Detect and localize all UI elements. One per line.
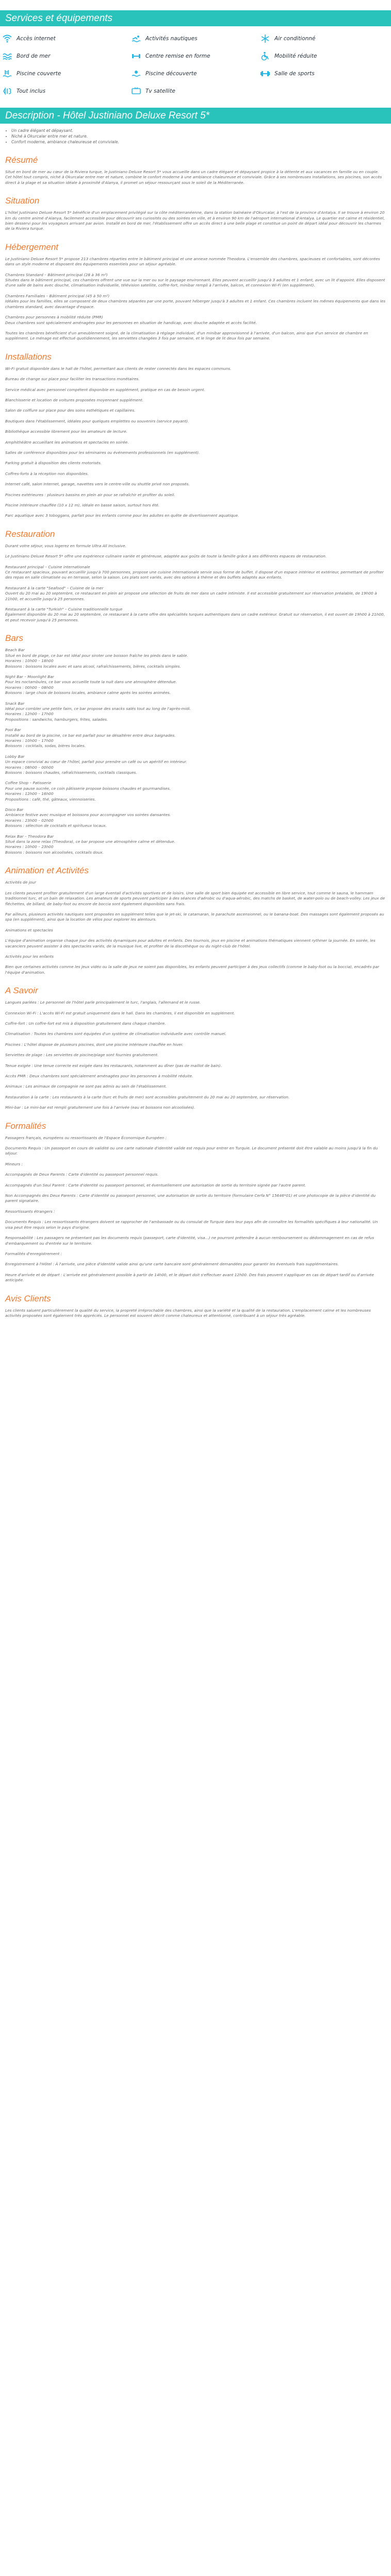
section-paragraph: Chambres Familiales – Bâtiment principal (45 à 50 m²) Idéales pour les familles, elles se composent de deux chambres séparées par une porte, pouvant héberger jusqu'à 3 adultes et 1 enfant. Ces chambres incluent les mêmes équipements que dans les chambres standard, avec davantage d'espace.: [5, 293, 386, 309]
service-label: Piscine découverte: [145, 71, 197, 77]
section-paragraph: Service médical avec personnel compétent disponible en supplément, pratique en cas de besoin urgent.: [5, 387, 205, 392]
description-bullet: • Confort moderne, ambiance chaleureuse et conviviale.: [11, 139, 391, 145]
section-paragraph: Lobby Bar Un espace convivial au cœur de l'hôtel, parfait pour prendre un café ou un apéritif en intérieur. Horaires : 08h00 – 00h00 Boissons : boissons chaudes, rafraîchissements, cocktails classiques.: [5, 754, 187, 775]
section-paragraph: Climatisation : Toutes les chambres sont équipées d'un système de climatisation individuelle avec contrôle manuel.: [5, 1031, 226, 1037]
sun-pool-icon: [131, 69, 141, 79]
services-title: Services et équipements: [0, 10, 391, 26]
section-paragraph: Disco Bar Ambiance festive avec musique et boissons pour accompagner vos soirées dansantes. Horaires : 23h00 – 02h00 Boissons : sélection de cocktails et spiritueux locaux.: [5, 807, 171, 828]
service-label: Tv satellite: [145, 88, 175, 94]
section-paragraph: Les clients saluent particulièrement la qualité du service, la propreté irréprochable des chambres, ainsi que la variété et la qualité de la restauration. L'emplacement calme et les nombreuses activités proposées sont également très appréciés. Le personnel est souvent décrit comme chaleureux et attentionné, contribuant à un séjour très agréable.: [5, 1308, 371, 1318]
service-label: Tout inclus: [17, 88, 46, 94]
section-title: Avis Clients: [5, 1293, 51, 1303]
service-item: [2, 69, 131, 79]
section-paragraph: Passagers français, européens ou ressortissants de l'Espace Économique Européen :: [5, 1135, 167, 1140]
section-paragraph: L'équipe d'animation organise chaque jour des activités dynamiques pour adultes et enfants. Des tournois, jeux en piscine et animations thématiques viennent rythmer la journée. En soirée, les vacanciers peuvent assister à des spectacles variés, de la musique live, et profiter de la discothèque ou du night-club de l'hôtel.: [5, 938, 376, 948]
section-paragraph: Amphithéâtre accueillant les animations et spectacles en soirée.: [5, 439, 129, 445]
section-paragraph: Chambres Standard – Bâtiment principal (28 à 36 m²) Situées dans le bâtiment principal, ces chambres offrent une vue sur la mer ou sur le paysage environnant. Elles peuvent accueillir jusqu'à 3 adultes et 1 enfant, avec un lit d'appoint. Elles disposent d'une salle de bains avec douche, climatisation individuelle, télévision satellite, coffre-fort, minibar rempli à l'arrivée, balcon, et connexion Wi-Fi (en supplément).: [5, 272, 385, 288]
section-paragraph: Bibliothèque accessible librement pour les amateurs de lecture.: [5, 429, 127, 434]
section-paragraph: Accompagnés d'un Seul Parent : Carte d'identité ou passeport personnel, et éventuellement une autorisation de sortie du territoire signée par l'autre parent.: [5, 1182, 306, 1188]
section-paragraph: Restaurant à la carte "Seafood" – Cuisine de la mer Ouvert du 20 mai au 20 septembre, ce restaurant en plein air propose une sélection de fruits de mer dans un cadre intimiste. Il est accessible gratuitement sur réservation préalable, de 19h00 à 21h00, et accueille jusqu'à 25 personnes.: [5, 585, 377, 601]
section-paragraph: Non Accompagnés des Deux Parents : Carte d'identité ou passeport personnel, une autorisation de sortie du territoire (formulaire Cerfa N° 15646*01) et une photocopie de la pièce d'identité du parent signataire.: [5, 1193, 376, 1204]
wheelchair-icon: [260, 51, 270, 61]
section-paragraph: Formalités d'enregistrement :: [5, 1251, 62, 1256]
service-label: Piscine couverte: [17, 71, 61, 77]
page: [0, 10, 391, 1318]
section-title: Bars: [5, 633, 23, 643]
content: [0, 155, 391, 1318]
description-bullet: • Un cadre élégant et dépaysant.: [11, 128, 391, 133]
pool-icon: [2, 69, 12, 79]
section-paragraph: Serviettes de plage : Les serviettes de piscine/plage sont fournies gratuitement.: [5, 1053, 159, 1058]
section-paragraph: Pool Bar Installé au bord de la piscine, ce bar est parfait pour se désaltérer entre deux baignades. Horaires : 10h00 – 17h00 Boissons : cocktails, sodas, bières locales.: [5, 727, 176, 749]
section-paragraph: Piscines extérieures : plusieurs bassins en plein air pour se rafraîchir et profiter du soleil.: [5, 492, 175, 497]
service-item: [131, 51, 260, 61]
section-paragraph: Parc aquatique avec 3 toboggans, parfait pour les enfants comme pour les adultes en quête de divertissement aquatique.: [5, 513, 239, 518]
section-paragraph: Documents Requis : Les ressortissants étrangers doivent se rapprocher de l'ambassade ou du consulat de Turquie dans leur pays afin de connaître les formalités spécifiques à leur nationalité. Un visa peut être requis selon le pays d'origine.: [5, 1219, 378, 1230]
section-paragraph: Responsabilité : Les passagers ne présentant pas les documents requis (passeport, carte d'identité, visa...) ne pourront prétendre à aucun remboursement ou dédommagement en cas de refus d'embarquement ou d'entrée sur le territoire.: [5, 1235, 374, 1246]
section-paragraph: Animations et spectacles: [5, 927, 53, 933]
section-paragraph: Le Justiniano Deluxe Resort 5* propose 213 chambres réparties entre le bâtiment principal et une annexe nommée Theodora. L'ensemble des chambres, spacieuses et confortables, sont décorées dans un style moderne et disposent des équipements essentiels pour un séjour agréable.: [5, 256, 380, 267]
section-paragraph: Salon de coiffure sur place pour des soins esthétiques et capillaires.: [5, 408, 136, 413]
section-paragraph: Parking gratuit à disposition des clients motorisés.: [5, 461, 102, 466]
section-paragraph: Durant votre séjour, vous logerez en formule Ultra All Inclusive.: [5, 543, 126, 548]
section-paragraph: Relax Bar – Theodora Bar Situé dans la zone relax (Theodora), ce bar propose une atmosphère calme et détendue. Horaires : 10h00 – 23h00 Boissons : boissons non alcoolisées, cocktails doux.: [5, 834, 175, 855]
tv-icon: [131, 86, 141, 96]
wifi-icon: [2, 33, 12, 44]
service-label: Activités nautiques: [145, 36, 198, 42]
service-label: Accès internet: [17, 36, 56, 42]
section-paragraph: Toutes les chambres bénéficient d'un ameublement soigné, de la climatisation à réglage individuel, d'un minibar approvisionné à l'arrivée, d'un balcon, ainsi que d'un service de chambre en supplément. Le ménage est effectué quotidiennement, les serviettes changées 3 fois par semaine, et le linge de lit deux fois par semaine.: [5, 330, 368, 341]
section-paragraph: Night Bar – Moonlight Bar Pour les noctambules, ce bar vous accueille toute la nuit dans une atmosphère détendue. Horaires : 00h00 – 08h00 Boissons : large choix de boissons locales, ambiance calme après les soirées animées.: [5, 674, 177, 696]
section-title: Situation: [5, 196, 40, 206]
service-label: Mobilité réduite: [274, 53, 317, 59]
section-paragraph: Accompagnés de Deux Parents : Carte d'identité ou passeport personnel requis.: [5, 1172, 159, 1177]
service-item: [131, 69, 260, 79]
section-paragraph: Les clients peuvent profiter gratuitement d'un large éventail d'activités sportives et de loisirs. Une salle de sport bien équipée est accessible en libre service, tout comme le sauna, le hammam traditionnel turc, et un bain de relaxation. Les amateurs de sports peuvent participer à des séances d'aérobic ou d'aqua-aérobic, des matchs de basket, de water-polo ou de beach-volley. Les jeux de fléchettes, de billard, de baby-foot ou encore de boccia sont également disponibles sans frais.: [5, 890, 385, 906]
section-paragraph: Wi-Fi gratuit disponible dans le hall de l'hôtel, permettant aux clients de rester connectés dans les espaces communs.: [5, 366, 232, 371]
section-paragraph: Coffre-fort : Un coffre-fort est mis à disposition gratuitement dans chaque chambre.: [5, 1021, 166, 1026]
section-paragraph: Heure d'arrivée et de départ : L'arrivée est généralement possible à partir de 14h00, et le départ doit s'effectuer avant 12h00. Des frais peuvent s'appliquer en cas de départ tardif ou d'arrivée anticipée.: [5, 1272, 374, 1283]
section-paragraph: L'hôtel Justiniano Deluxe Resort 5* bénéficie d'un emplacement privilégié sur la côte méditerranéenne, dans la station balnéaire d'Okurcalar, à l'est de la province d'Antalya. Il se trouve à environ 20 km du centre animé d'Alanya, facilement accessible pour découvrir ses curiosités ou des soirées en ville, et à environ 90 km de l'aéroport international d'Antalya. Le quartier est calme et résidentiel, bien desservi pour les voyageurs arrivant par avion. Installé en bord de mer, l'établissement offre un accès direct à une belle plage et constitue un point de départ idéal pour découvrir les charmes de la Riviera turque.: [5, 210, 385, 231]
service-label: Air conditionné: [274, 36, 316, 42]
section-paragraph: Restaurant principal – Cuisine internationale Ce restaurant spacieux, pouvant accueillir jusqu'à 700 personnes, propose une cuisine internationale servie sous forme de buffet. Il dispose d'un espace intérieur et extérieur, permettant de profiter des repas en salle climatisée ou en terrasse, selon la saison. Les plats sont variés, avec des options à thème et des buffets adaptés aux enfants.: [5, 564, 384, 580]
section-paragraph: Blanchisserie et location de voitures proposées moyennant supplément.: [5, 397, 144, 402]
section-paragraph: Connexion Wi-Fi : L'accès Wi-Fi est gratuit uniquement dans le hall. Dans les chambres, il est disponible en supplément.: [5, 1010, 235, 1015]
all-inclusive-icon: [2, 86, 12, 96]
dumbbell-icon: [131, 51, 141, 61]
description-title: Description - Hôtel Justiniano Deluxe Resort 5*: [0, 108, 391, 124]
service-item: [2, 33, 131, 44]
section-paragraph: Chambres pour personnes à mobilité réduite (PMR) Deux chambres sont spécialement aménagées pour les personnes en situation de handicap, avec douche adaptée et accès facilité.: [5, 315, 257, 325]
waves-icon: [2, 51, 12, 61]
section-paragraph: Restauration à la carte : Les restaurants à la carte (turc et fruits de mer) sont accessibles gratuitement du 20 mai au 20 septembre, sur réservation.: [5, 1094, 290, 1099]
section-paragraph: Piscines : L'hôtel dispose de plusieurs piscines, dont une piscine intérieure chauffée en hiver.: [5, 1042, 184, 1047]
section-title: Résumé: [5, 155, 38, 165]
section-paragraph: Salles de conférence disponibles pour les séminaires ou événements professionnels (en supplément).: [5, 450, 200, 455]
section-paragraph: Accès PMR : Deux chambres sont spécialement aménagées pour les personnes à mobilité réduite.: [5, 1074, 193, 1078]
section-paragraph: Documents Requis : Un passeport en cours de validité ou une carte nationale d'identité valide est requis pour entrer en Turquie. Le document présenté doit être valable au moins jusqu'à la fin du séjour.: [5, 1146, 378, 1156]
description-bullet: • Niché à Okurcalar entre mer et nature.: [11, 133, 391, 139]
section-paragraph: Bien que certaines activités comme les jeux vidéo ou la salle de jeux ne soient pas disponibles, les enfants peuvent participer à des jeux collectifs (comme le baby-foot ou la boccia), encadrés par l'équipe d'animation.: [5, 964, 380, 975]
description-bullets: [0, 128, 391, 145]
section-paragraph: Boutiques dans l'établissement, idéales pour quelques emplettes ou souvenirs (service payant).: [5, 418, 189, 423]
service-item: [2, 86, 131, 96]
section-paragraph: Situé en bord de mer au cœur de la Riviera turque, le Justiniano Deluxe Resort 5* vous accueille dans un cadre élégant et dépaysant propice à la détente et aux vacances en famille ou en couple. Cet hôtel tout compris, niché à Okurcalar entre mer et nature, combine le confort moderne à une ambiance chaleureuse et conviviale. Grâce à ses nombreuses installations, ses piscines, son accès direct à la plage et sa situation idéale à proximité d'Alanya, il promet un séjour ressourçant sous le soleil de la Méditerranée.: [5, 170, 382, 185]
section-paragraph: Mini-bar : Le mini-bar est rempli gratuitement une fois à l'arrivée (eau et boissons non alcoolisées).: [5, 1105, 196, 1110]
section-paragraph: Piscine intérieure chauffée (10 x 12 m), idéale en basse saison, surtout hors été.: [5, 503, 160, 507]
section-paragraph: Activités pour les enfants: [5, 954, 54, 959]
section-paragraph: Internet café, salon Internet, garage, navettes vers le centre-ville ou shuttle privé non proposés.: [5, 482, 190, 487]
service-item: [260, 33, 389, 44]
service-item: [131, 86, 260, 96]
section-paragraph: Beach Bar Situé en bord de plage, ce bar est idéal pour siroter une boisson fraîche les pieds dans le sable. Horaires : 10h00 – 18h00 Boissons : boissons locales avec et sans alcool, rafraîchissements, bières, cocktails simples.: [5, 648, 188, 669]
section-paragraph: Coffee Shop – Patisserie Pour une pause sucrée, ce coin pâtisserie propose boissons chaudes et gourmandises. Horaires : 12h00 – 16h00 Propositions : café, thé, gâteaux, viennoiseries.: [5, 781, 171, 802]
section-paragraph: Restaurant à la carte "Turkish" – Cuisine traditionnelle turque Également disponible du 20 mai au 20 septembre, ce restaurant à la carte offre des spécialités turques authentiques dans un cadre extérieur. Gratuit sur réservation, il est ouvert de 19h00 à 21h00, et peut recevoir jusqu'à 25 personnes.: [5, 607, 385, 622]
service-item: [131, 33, 260, 44]
section-paragraph: Le Justiniano Deluxe Resort 5* offre une expérience culinaire variée et généreuse, adaptée aux goûts de toute la famille grâce à ses différents espaces de restauration.: [5, 554, 327, 559]
service-label: Bord de mer: [17, 53, 51, 59]
section-paragraph: Bureau de change sur place pour faciliter les transactions monétaires.: [5, 377, 140, 382]
snowflake-icon: [260, 33, 270, 44]
section-title: A Savoir: [5, 986, 38, 996]
section-title: Restauration: [5, 529, 55, 539]
section-paragraph: Coffres-forts à la réception non disponibles.: [5, 471, 89, 476]
section-paragraph: Langues parlées : Le personnel de l'hôtel parle principalement le turc, l'anglais, l'allemand et le russe.: [5, 1000, 201, 1005]
service-item: [260, 69, 389, 79]
section-paragraph: Animaux : Les animaux de compagnie ne sont pas admis au sein de l'établissement.: [5, 1084, 167, 1089]
gym-icon: [260, 69, 270, 79]
service-label: Centre remise en forme: [145, 53, 210, 59]
section-title: Installations: [5, 351, 52, 362]
services-grid: [0, 26, 391, 100]
section-paragraph: Mineurs :: [5, 1161, 23, 1166]
service-item: [2, 51, 131, 61]
section-paragraph: Par ailleurs, plusieurs activités nautiques sont proposées en supplément telles que le jet-ski, le catamaran, le parachute ascensionnel, ou le banana-boat. Des massages sont également proposés au spa (en supplément), ainsi que la location de vélos pour explorer les alentours.: [5, 911, 384, 922]
section-paragraph: Tenue exigée : Une tenue correcte est exigée dans les restaurants, notamment au dîner (pas de maillot de bain).: [5, 1063, 222, 1068]
service-item: [260, 51, 389, 61]
swimmer-icon: [131, 33, 141, 44]
section-paragraph: Ressortissants étrangers :: [5, 1209, 55, 1214]
section-paragraph: Snack Bar Idéal pour combler une petite faim, ce bar propose des snacks salés tout au long de l'après-midi. Horaires : 12h00 – 17h00 Propositions : sandwichs, hamburgers, frites, salades.: [5, 701, 191, 722]
service-label: Salle de sports: [274, 71, 315, 77]
section-paragraph: Activités de jour: [5, 880, 37, 885]
section-paragraph: Enregistrement à l'Hôtel : À l'arrivée, une pièce d'identité valide ainsi qu'une carte bancaire sont généralement demandées pour garantir les éventuels frais supplémentaires.: [5, 1262, 339, 1267]
section-title: Hébergement: [5, 242, 59, 252]
section-title: Animation et Activités: [5, 866, 89, 876]
section-title: Formalités: [5, 1121, 46, 1131]
